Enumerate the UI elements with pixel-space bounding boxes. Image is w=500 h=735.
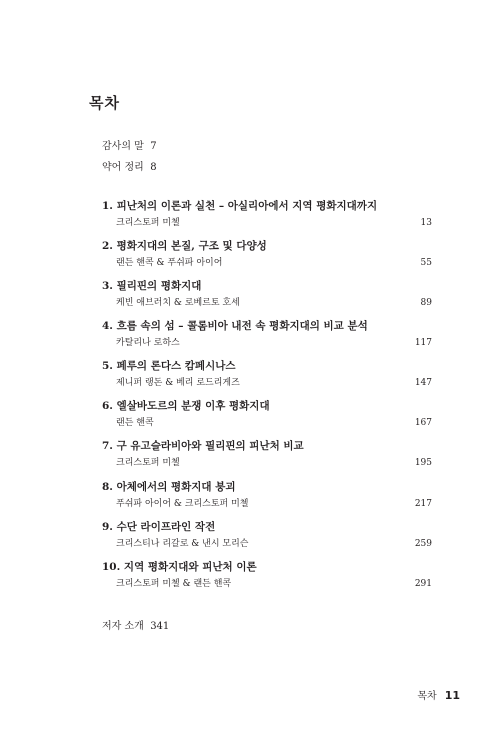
chapter-title: 9. 수단 라이프라인 작전 [102, 521, 216, 533]
chapter-page: 259 [414, 539, 432, 549]
footer-label: 목차 [417, 691, 437, 702]
chapter-authors: 크리스토퍼 미첼 [116, 218, 180, 228]
chapter-6 [102, 397, 432, 431]
chapter-8 [102, 478, 432, 512]
chapter-title: 6. 엘살바도르의 분쟁 이후 평화지대 [102, 400, 270, 412]
chapter-authors: 카탈리나 로하스 [116, 338, 180, 348]
front-item-page: 7 [150, 141, 157, 152]
chapter-title: 8. 아체에서의 평화지대 붕괴 [102, 481, 236, 493]
front-item-label: 약어 정리 [102, 162, 144, 173]
chapter-5 [102, 357, 432, 391]
chapter-7 [102, 437, 432, 471]
chapter-title: 1. 피난처의 이론과 실천 – 아실리아에서 지역 평화지대까지 [102, 200, 378, 212]
chapter-page: 117 [414, 338, 432, 348]
chapter-authors: 랜든 핸콕 [116, 418, 154, 428]
chapter-title: 3. 필리핀의 평화지대 [102, 280, 202, 292]
chapter-authors: 크리스티나 리갈로 & 낸시 모리슨 [116, 539, 249, 549]
chapter-title: 4. 흐름 속의 섬 – 콜롬비아 내전 속 평화지대의 비교 분석 [102, 320, 368, 332]
chapter-title: 5. 페루의 론다스 캄페시나스 [102, 360, 236, 372]
front-item-label: 감사의 말 [102, 141, 144, 152]
front-item-page: 8 [150, 162, 157, 173]
chapter-byline [102, 215, 432, 231]
chapter-authors: 제니퍼 랭돈 & 베리 로드리게즈 [116, 378, 240, 388]
page-footer [417, 684, 460, 703]
front-item-acknowledgements [102, 137, 157, 152]
back-item-contributors [102, 617, 169, 632]
chapter-byline [102, 295, 432, 311]
chapter-authors: 케빈 애브러치 & 로베르토 호세 [116, 298, 240, 308]
chapter-title: 7. 구 유고슬라비아와 필리핀의 피난처 비교 [102, 440, 304, 452]
chapter-9 [102, 518, 432, 552]
chapter-byline [102, 375, 432, 391]
chapter-page: 13 [420, 218, 432, 228]
chapter-page: 89 [420, 298, 432, 308]
chapter-byline [102, 536, 432, 552]
chapter-authors: 크리스토퍼 미첼 & 랜든 핸콕 [116, 579, 232, 589]
chapter-page: 55 [420, 258, 432, 268]
chapter-10 [102, 558, 432, 592]
chapter-title: 2. 평화지대의 본질, 구조 및 다양성 [102, 240, 267, 252]
chapter-2 [102, 237, 432, 271]
chapter-1 [102, 197, 432, 231]
page-title: 목차 [89, 94, 120, 112]
back-item-page: 341 [150, 621, 170, 632]
chapter-page: 291 [414, 579, 432, 589]
chapter-page: 147 [414, 378, 432, 388]
chapter-byline [102, 335, 432, 351]
chapter-3 [102, 277, 432, 311]
page-number: 11 [444, 689, 460, 702]
chapter-page: 167 [414, 418, 432, 428]
front-item-abbreviations [102, 158, 157, 173]
chapter-authors: 랜든 핸콕 & 푸쉬파 아이어 [116, 258, 223, 268]
back-item-label: 저자 소개 [102, 621, 144, 632]
chapter-byline [102, 455, 432, 471]
chapter-authors: 크리스토퍼 미첼 [116, 458, 180, 468]
chapter-byline [102, 255, 432, 271]
chapter-page: 195 [414, 458, 432, 468]
chapter-page: 217 [414, 499, 432, 509]
chapter-byline [102, 415, 432, 431]
chapter-title: 10. 지역 평화지대와 피난처 이론 [102, 561, 257, 573]
chapter-4 [102, 317, 432, 351]
chapter-byline [102, 496, 432, 512]
chapter-byline [102, 576, 432, 592]
chapter-authors: 푸쉬파 아이어 & 크리스토퍼 미첼 [116, 499, 249, 509]
